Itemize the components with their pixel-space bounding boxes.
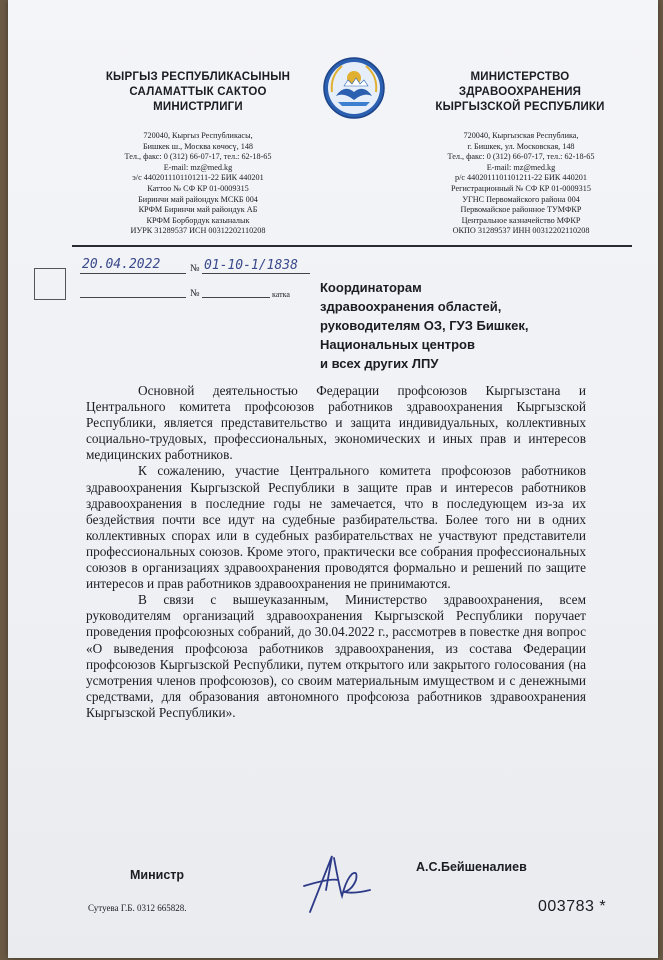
right-address-line: Регистрационный № СФ КР 01-0009315 (451, 183, 591, 193)
left-address-line: ИУРК 31289537 ИСН 00312202110208 (130, 226, 266, 236)
left-address-line: E-mail: mz@med.kg (163, 162, 233, 172)
left-address-line: Каттоо № СФ КР 01-0009315 (147, 183, 249, 193)
right-address-line: Центральное казначейство МФКР (461, 215, 581, 225)
right-address-line: Тел., факс: 0 (312) 66-07-17, тел.: 62-18-65 (447, 152, 595, 162)
left-title-line: САЛАМАТТЫК САКТОО (129, 86, 267, 98)
left-address-line: 720040, Кыргыз Республикасы, (143, 131, 253, 140)
left-address-line: э/с 4402011101101211-22 БИК 440201 (132, 173, 264, 183)
right-header-address (408, 131, 634, 237)
right-header-title (400, 70, 640, 115)
left-title-line: МИНИСТРЛИГИ (153, 101, 243, 113)
addressee-line: и всех других ЛПУ (320, 356, 439, 371)
addressee-block (320, 278, 529, 373)
right-address-line: р/с 4402011101101211-22 БИК 440201 (455, 173, 587, 183)
left-address-line: Тел., факс: 0 (312) 66-07-17, тел.: 62-18-65 (124, 152, 272, 162)
right-title-line: МИНИСТЕРСТВО (470, 71, 570, 83)
date-underline (80, 273, 186, 274)
right-title-line: КЫРГЫЗСКОЙ РЕСПУБЛИКИ (435, 101, 605, 113)
addressee-line: Координаторам (320, 280, 422, 295)
left-address-line: Биринчи май райондук МСКБ 004 (138, 194, 258, 204)
second-number-underline (202, 297, 270, 298)
number-sign: № (190, 263, 200, 274)
kyrgyz-state-emblem-icon (322, 56, 386, 120)
header-divider (72, 245, 632, 247)
handwritten-signature-icon (280, 850, 380, 920)
registration-box (34, 268, 66, 300)
body-paragraph: К сожалению, участие Центрального комитета профсоюзов работников здравоохранения Кыргызской Республики в защите прав и интересов работников здравоохранения в последние годы не замечается, что в последующем из-за их бездействия почти все идут на судебные разбирательства. Более того ни в одних коллективных спорах или в судебных разбирательствах не участвуют представители профессиональных союзов. Кроме этого, практически все собрания профессиональных союзов в организациях здравоохранения проводятся формально и решений по защите интересов и прав работников здравоохранения не принимаются. (86, 463, 586, 592)
left-address-line: КРФМ Биринчи май райондук АБ (138, 205, 258, 215)
addressee-line: здравоохранения областей, (320, 299, 502, 314)
registration-number: 01-10-1/1838 (204, 258, 298, 273)
right-address-line: г. Бишкек, ул. Московская, 148 (467, 141, 575, 151)
katka-label: катка (272, 290, 290, 299)
document-page (8, 0, 658, 958)
body-paragraph: Основной деятельностью Федерации профсоюзов Кыргызстана и Центрального комитета профсоюзов работников здравоохранения Кыргызской Республики, является представительство и защита индивидуальных, коллективных социально-трудовых, профессиональных, экономических и иных прав и интересов медицинских работников. (86, 383, 586, 463)
registration-date: 20.04.2022 (82, 257, 161, 272)
signatory-position: Министр (130, 868, 185, 882)
letter-body (86, 383, 586, 721)
left-title-line: КЫРГЫЗ РЕСПУБЛИКАСЫНЫН (105, 71, 291, 83)
right-address-line: УГНС Первомайского района 004 (462, 194, 580, 204)
right-address-line: ОКПО 31289537 ИНН 00312202110208 (452, 226, 590, 236)
body-paragraph: В связи с вышеуказанным, Министерство здравоохранения, всем руководителям организаций здравоохранения Кыргызской Республики поручает проведения профсоюзных собраний, до 30.04.2022 г., рассмотрев в повестке дня вопрос «О выведения профсоюза работников здравоохранения, из состава Федерации профсоюзов Кыргызской Республики, путем открытого или закрытого голосования (на усмотрения членов профсоюзов), со своим материальным имуществом и с денежными средствами, для образования автономного профсоюза работников здравоохранения Кыргызской Республики». (86, 592, 586, 720)
left-header-title (78, 70, 318, 115)
signatory-name: А.С.Бейшеналиев (416, 860, 527, 874)
addressee-line: руководителям ОЗ, ГУЗ Бишкек, (320, 318, 529, 333)
second-number-sign: № (190, 288, 200, 299)
right-title-line: ЗДРАВООХРАНЕНИЯ (458, 86, 582, 98)
addressee-line: Национальных центров (320, 337, 475, 352)
executor-info: Сутуева Г.Б. 0312 665828. (88, 903, 187, 913)
left-header-address (88, 131, 308, 237)
right-address-line: 720040, Кыргызская Республика, (463, 131, 579, 140)
second-date-underline (80, 297, 186, 298)
left-address-line: Бишкек ш., Москва көчөсү, 148 (142, 141, 254, 151)
left-address-line: КРФМ Борбордук казыналык (146, 215, 250, 225)
document-number: 003783 * (538, 898, 607, 915)
number-underline (202, 273, 310, 274)
right-address-line: E-mail: mz@med.kg (486, 162, 556, 172)
right-address-line: Первомайское районное ТУМФКР (460, 205, 582, 215)
